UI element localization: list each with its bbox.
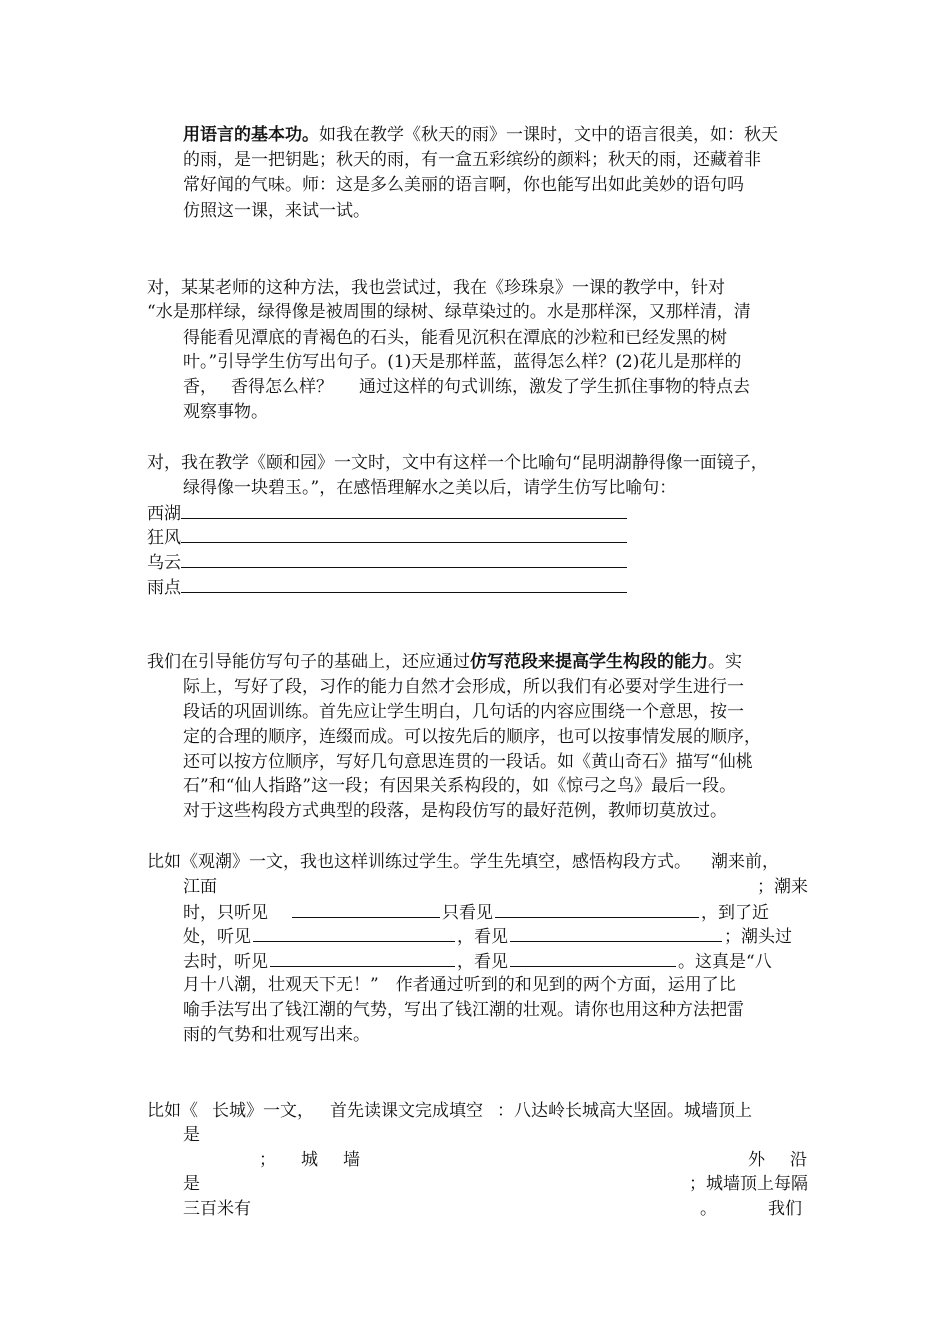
p5-line-3a: 时，只听见 bbox=[183, 903, 268, 923]
p1-line-4: 仿照这一课，来试一试。 bbox=[183, 201, 370, 221]
p5-line-4b: ，看见 bbox=[457, 927, 508, 947]
p2-line-4: 叶。”引导学生仿写出句子。(1)天是那样蓝，蓝得怎么样？(2)花儿是那样的 bbox=[183, 352, 742, 372]
p5-line-2a: 江面 bbox=[183, 877, 217, 897]
p6-line-4 bbox=[183, 1172, 808, 1196]
p5-line-1b: 潮来前， bbox=[711, 852, 779, 872]
p6-line-3e: 沿 bbox=[790, 1150, 807, 1170]
p5-line-2 bbox=[183, 875, 808, 899]
p4-bold-phrase: 仿写范段来提高学生构段的能力 bbox=[470, 652, 708, 672]
p6-line-1a: 比如《 bbox=[147, 1101, 198, 1121]
p4-line-2: 际上，写好了段，习作的能力自然才会形成，所以我们有必要对学生进行一 bbox=[183, 677, 744, 697]
p4-line-3: 段话的巩固训练。首先应让学生明白，几句话的内容应围绕一个意思，按一 bbox=[183, 702, 744, 722]
p5-line-8: 雨的气势和壮观写出来。 bbox=[183, 1025, 370, 1045]
answer-blank[interactable] bbox=[495, 900, 699, 918]
p5-line-5 bbox=[183, 949, 772, 973]
p1-bold-phrase: 用语言的基本功。 bbox=[183, 125, 319, 145]
answer-blank[interactable] bbox=[253, 924, 455, 942]
p6-line-4a: 是 bbox=[183, 1174, 200, 1194]
p6-line-1d: ：八达岭长城高大坚固。城墙顶上 bbox=[497, 1101, 752, 1121]
p6-line-1c: 首先读课文完成填空 bbox=[330, 1101, 483, 1121]
p5-line-3 bbox=[183, 900, 769, 924]
p3-line-1: 对，我在教学《颐和园》一文时，文中有这样一个比喻句“昆明湖静得像一面镜子， bbox=[147, 453, 768, 473]
p5-line-4a: 处，听见 bbox=[183, 927, 251, 947]
p6-line-3a: ； bbox=[259, 1150, 276, 1170]
p4-line-1b: 。实 bbox=[708, 652, 742, 672]
fill-item-kuangfeng bbox=[147, 525, 627, 549]
fill-item-label: 狂风 bbox=[147, 528, 181, 548]
p4-line-1a: 我们在引导能仿写句子的基础上，还应通过 bbox=[147, 652, 470, 672]
p1-line-2: 的雨，是一把钥匙；秋天的雨，有一盒五彩缤纷的颜料；秋天的雨，还藏着非 bbox=[183, 150, 761, 170]
answer-blank[interactable] bbox=[510, 949, 676, 967]
p5-line-6: 月十八潮，壮观天下无！” 作者通过听到的和见到的两个方面，运用了比 bbox=[183, 975, 736, 995]
p5-line-3c: ，到了近 bbox=[701, 903, 769, 923]
p5-line-4 bbox=[183, 924, 792, 948]
fill-item-label: 乌云 bbox=[147, 553, 181, 573]
p2-line-6: 观察事物。 bbox=[183, 402, 268, 422]
p4-line-1 bbox=[147, 650, 742, 674]
p3-line-2: 绿得像一块碧玉。”，在感悟理解水之美以后，请学生仿写比喻句： bbox=[183, 478, 677, 498]
p6-line-5b: 。 bbox=[700, 1199, 717, 1219]
p5-line-4c: ；潮头过 bbox=[724, 927, 792, 947]
fill-item-xihu bbox=[147, 501, 627, 525]
p6-line-3c: 墙 bbox=[343, 1150, 360, 1170]
p6-line-1b: 长城》一文， bbox=[212, 1101, 314, 1121]
p2-line-5b: 香得怎么样？ bbox=[231, 377, 333, 397]
p2-line-5c: 通过这样的句式训练，激发了学生抓住事物的特点去 bbox=[359, 377, 750, 397]
p2-line-3: 得能看见潭底的青褐色的石头，能看见沉积在潭底的沙粒和已经发黑的树 bbox=[183, 328, 727, 348]
p6-line-1 bbox=[147, 1099, 752, 1123]
answer-blank[interactable] bbox=[181, 575, 627, 593]
p5-line-7: 喻手法写出了钱江潮的气势，写出了钱江潮的壮观。请你也用这种方法把雷 bbox=[183, 1000, 744, 1020]
answer-blank[interactable] bbox=[510, 924, 722, 942]
p4-line-4: 定的合理的顺序，连缀而成。可以按先后的顺序，也可以按事情发展的顺序， bbox=[183, 727, 761, 747]
p6-line-4b: ；城墙顶上每隔 bbox=[689, 1174, 808, 1194]
p5-line-3b: 只看见 bbox=[442, 903, 493, 923]
p5-line-2b: ；潮来 bbox=[757, 877, 808, 897]
answer-blank[interactable] bbox=[181, 550, 627, 568]
fill-item-wuyun bbox=[147, 550, 627, 574]
p4-line-6: 石”和“仙人指路”这一段；有因果关系构段的，如《惊弓之鸟》最后一段。 bbox=[183, 776, 737, 796]
p6-line-3b: 城 bbox=[301, 1150, 318, 1170]
p6-line-5a: 三百米有 bbox=[183, 1199, 251, 1219]
p1-line-1-text: 如我在教学《秋天的雨》一课时，文中的语言很美，如：秋天 bbox=[319, 125, 778, 145]
p6-line-5c: 我们 bbox=[768, 1199, 802, 1219]
p4-line-5: 还可以按方位顺序，写好几句意思连贯的一段话。如《黄山奇石》描写“仙桃 bbox=[183, 752, 753, 772]
answer-blank[interactable] bbox=[292, 900, 440, 918]
answer-blank[interactable] bbox=[270, 949, 455, 967]
p2-line-5a: 香， bbox=[183, 377, 217, 397]
fill-item-label: 雨点 bbox=[147, 578, 181, 598]
answer-blank[interactable] bbox=[181, 525, 627, 543]
p5-line-5a: 去时，听见 bbox=[183, 952, 268, 972]
answer-blank[interactable] bbox=[181, 501, 627, 519]
p6-line-3d: 外 bbox=[748, 1150, 765, 1170]
p5-line-5c: 。这真是“八 bbox=[678, 952, 772, 972]
p5-line-1a: 比如《观潮》一文，我也这样训练过学生。学生先填空，感悟构段方式。 bbox=[147, 852, 691, 872]
fill-item-yudian bbox=[147, 575, 627, 599]
p6-line-2: 是 bbox=[183, 1125, 200, 1145]
p1-line-1 bbox=[183, 123, 778, 147]
p1-line-3: 常好闻的气味。师：这是多么美丽的语言啊，你也能写出如此美妙的语句吗 bbox=[183, 175, 744, 195]
p2-line-1: 对，某某老师的这种方法，我也尝试过，我在《珍珠泉》一课的教学中，针对 bbox=[147, 278, 725, 298]
p4-line-7: 对于这些构段方式典型的段落，是构段仿写的最好范例，教师切莫放过。 bbox=[183, 801, 727, 821]
p2-line-5 bbox=[183, 375, 750, 399]
p5-line-5b: ，看见 bbox=[457, 952, 508, 972]
fill-item-label: 西湖 bbox=[147, 504, 181, 524]
p2-line-2: “水是那样绿，绿得像是被周围的绿树、绿草染过的。水是那样深，又那样清，清 bbox=[147, 302, 751, 322]
p5-line-1 bbox=[147, 850, 779, 874]
